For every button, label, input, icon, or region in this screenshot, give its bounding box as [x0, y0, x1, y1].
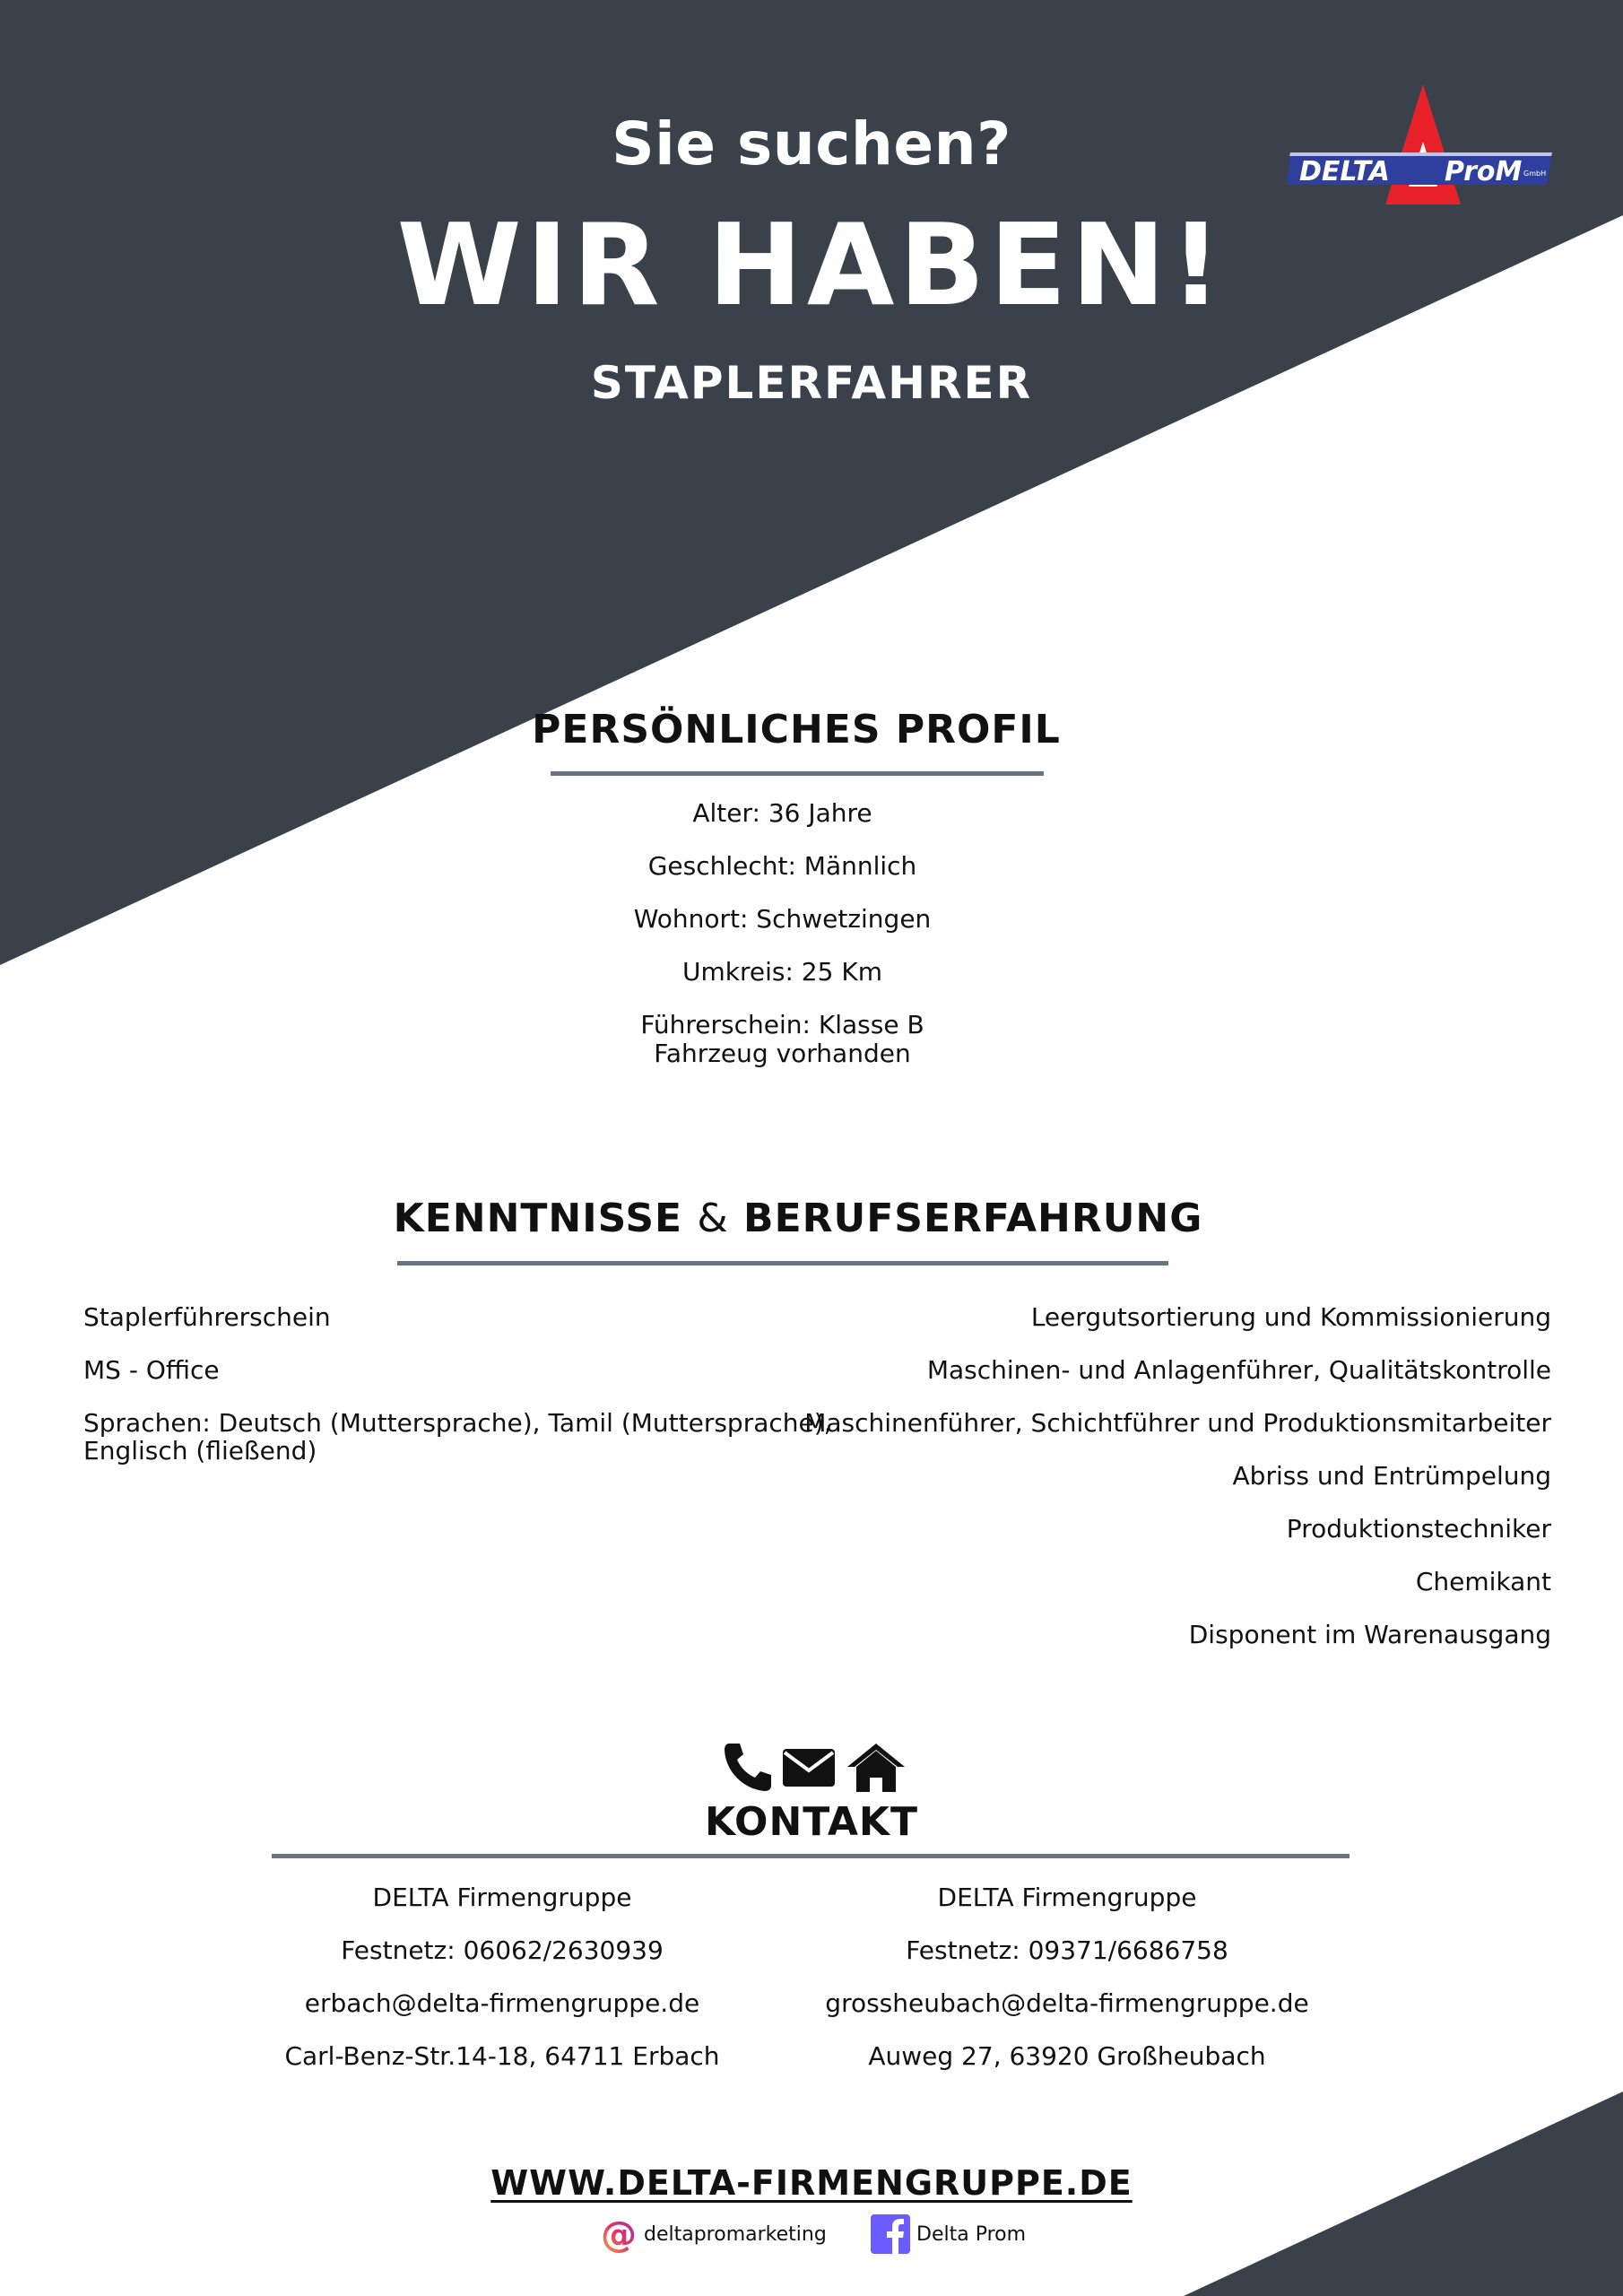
- experience-item: Produktionstechniker: [1286, 1514, 1551, 1544]
- header-subtitle: Sie suchen?: [612, 109, 1011, 178]
- skills-heading-amp: &: [697, 1196, 729, 1241]
- header-title: WIR HABEN!: [396, 199, 1227, 331]
- svg-text:ProM: ProM: [1445, 156, 1523, 187]
- experience-item: Disponent im Warenausgang: [1188, 1620, 1551, 1649]
- mail-icon: [783, 1749, 835, 1787]
- office-phone: Festnetz: 09371/6686758: [906, 1935, 1228, 1965]
- contact-office-erbach: [224, 1883, 780, 2095]
- experience-item: Maschinenführer, Schichtführer und Produktionsmitarbeiter: [804, 1408, 1551, 1438]
- facebook-icon: [870, 2213, 911, 2255]
- svg-text:DELTA: DELTA: [1299, 156, 1390, 187]
- contact-heading: KONTAKT: [704, 1799, 919, 1845]
- office-phone: Festnetz: 06062/2630939: [341, 1935, 664, 1965]
- office-address: Auweg 27, 63920 Großheubach: [868, 2041, 1266, 2071]
- skills-heading-part2: BERUFSERFAHRUNG: [743, 1196, 1203, 1241]
- contact-office-grossheubach: [789, 1883, 1345, 2095]
- experience-list: [744, 1303, 1551, 1674]
- profile-divider: [551, 771, 1044, 776]
- instagram-link[interactable]: [599, 2212, 827, 2257]
- office-address: Carl-Benz-Str.14-18, 64711 Erbach: [284, 2041, 720, 2071]
- profile-vehicle: Fahrzeug vorhanden: [654, 1039, 911, 1068]
- job-title: STAPLERFAHRER: [590, 357, 1033, 409]
- skills-divider: [397, 1261, 1168, 1265]
- svg-text:@: @: [601, 2214, 637, 2254]
- experience-item: Leergutsortierung und Kommissionierung: [1030, 1302, 1551, 1332]
- profile-residence: Wohnort: Schwetzingen: [633, 904, 932, 934]
- skill-item: MS - Office: [83, 1355, 220, 1385]
- profile-license: Führerschein: Klasse B: [640, 1010, 924, 1039]
- experience-item: Chemikant: [1415, 1567, 1551, 1596]
- contact-icons: [722, 1740, 910, 1794]
- office-email[interactable]: erbach@delta-firmengruppe.de: [304, 1988, 700, 2018]
- skills-list: [83, 1303, 846, 1490]
- experience-item: Maschinen- und Anlagenführer, Qualitätskontrolle: [926, 1355, 1551, 1385]
- skill-item: Sprachen: Deutsch (Muttersprache), Tamil (Muttersprache), Englisch (fließend): [83, 1408, 832, 1465]
- phone-icon: [725, 1744, 771, 1791]
- contact-divider: [272, 1854, 1350, 1858]
- delta-prom-logo: [1287, 79, 1556, 213]
- skill-item: Staplerführerschein: [83, 1302, 331, 1332]
- profile-age: Alter: 36 Jahre: [692, 798, 872, 828]
- skills-heading: [0, 1196, 1596, 1241]
- office-email[interactable]: grossheubach@delta-firmengruppe.de: [825, 1988, 1309, 2018]
- skills-heading-part1: KENNTNISSE: [393, 1196, 683, 1241]
- profile-heading: PERSÖNLICHES PROFIL: [532, 707, 1061, 752]
- website-link[interactable]: WWW.DELTA-FIRMENGRUPPE.DE: [490, 2163, 1133, 2203]
- instagram-handle: deltapromarketing: [644, 2222, 827, 2246]
- facebook-name: Delta Prom: [916, 2222, 1027, 2246]
- svg-text:GmbH: GmbH: [1523, 170, 1547, 178]
- office-company: DELTA Firmengruppe: [372, 1883, 632, 1912]
- office-company: DELTA Firmengruppe: [937, 1883, 1197, 1912]
- facebook-link[interactable]: [870, 2212, 1026, 2257]
- profile-list: [0, 799, 1565, 1092]
- home-icon: [847, 1744, 905, 1792]
- profile-gender: Geschlecht: Männlich: [647, 851, 917, 881]
- profile-radius: Umkreis: 25 Km: [682, 957, 882, 987]
- experience-item: Abriss und Entrümpelung: [1232, 1461, 1551, 1491]
- at-icon: [599, 2214, 638, 2254]
